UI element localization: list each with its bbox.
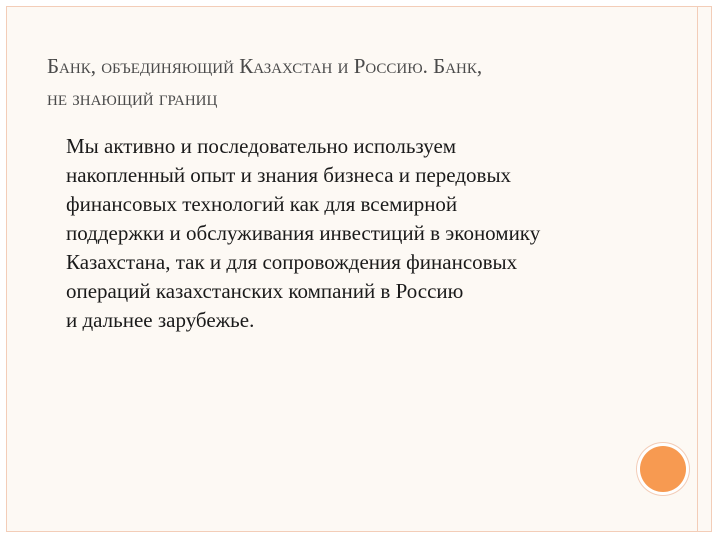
body-line-5: Казахстана, так и для сопровождения финансовых	[66, 250, 518, 274]
body-line-1: Мы активно и последовательно используем	[66, 134, 457, 158]
body-line-7: и дальнее зарубежье.	[66, 308, 255, 332]
body-line-4: поддержки и обслуживания инвестиций в экономику	[66, 221, 541, 245]
body-line-6: операций казахстанских компаний в Россию	[66, 279, 464, 303]
body-line-3: финансовых технологий как для всемирной	[66, 192, 458, 216]
slide-body-text	[66, 132, 646, 335]
slide-title-line-1: Банк, объединяющий Казахстан и Россию. Банк,	[47, 54, 483, 78]
body-line-2: накопленный опыт и знания бизнеса и передовых	[66, 163, 512, 187]
slide-title	[47, 50, 677, 114]
decorative-orange-circle	[640, 446, 686, 492]
frame-right-rule	[697, 6, 698, 532]
slide-title-line-2: не знающий границ	[47, 86, 218, 110]
